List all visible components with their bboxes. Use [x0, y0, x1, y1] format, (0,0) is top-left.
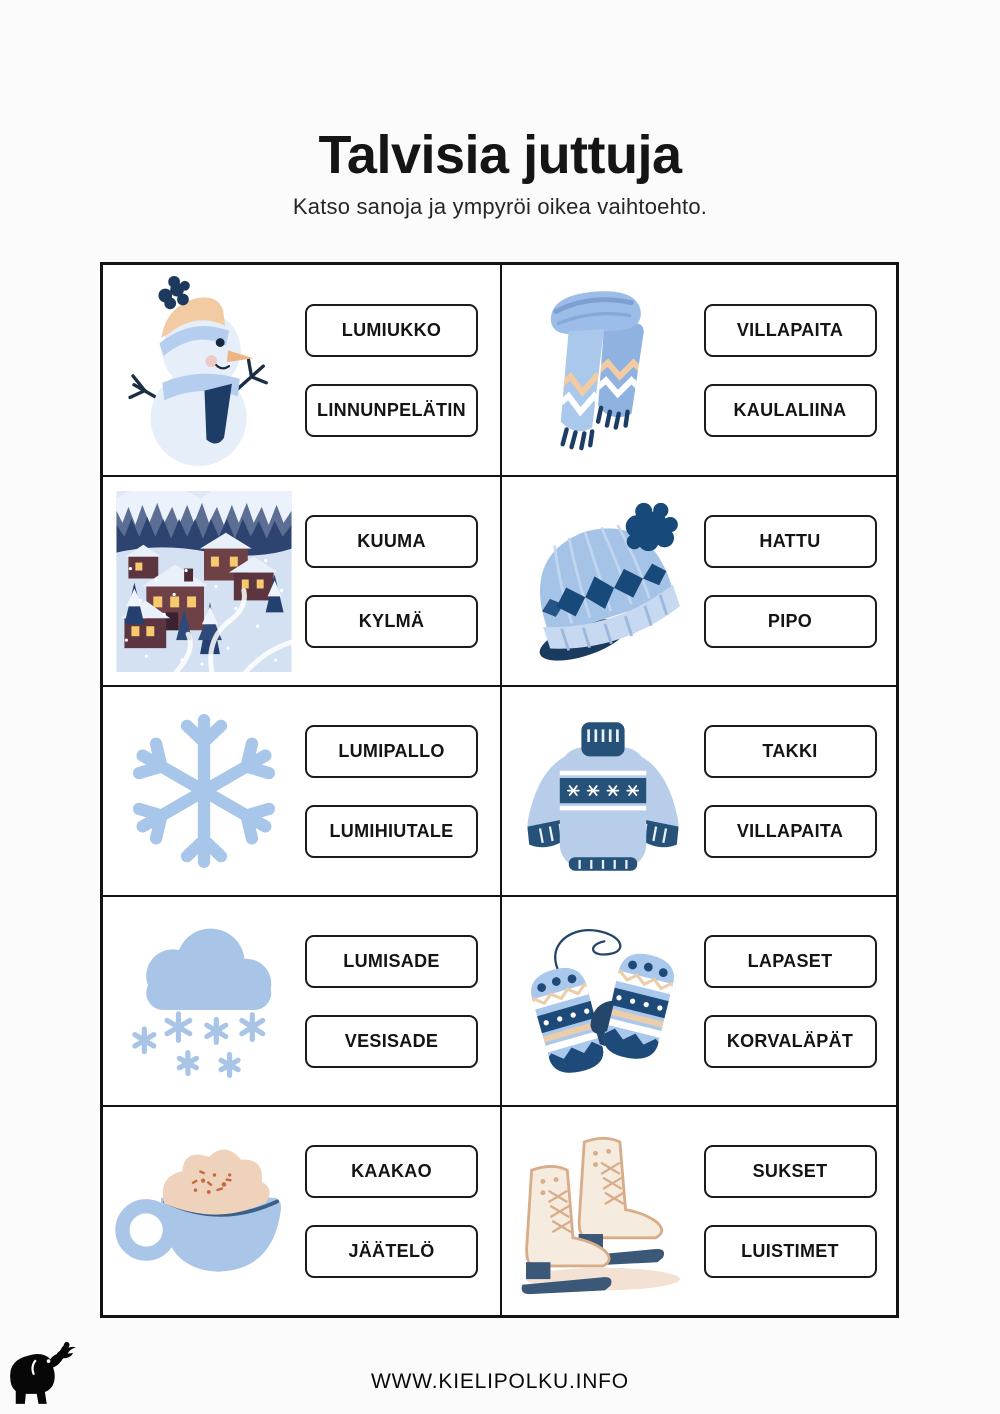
- page-subtitle: Katso sanoja ja ympyröi oikea vaihtoehto.: [292, 194, 708, 219]
- exercise-cell-snow-cloud: [103, 895, 500, 1105]
- snowflake-icon: [103, 706, 305, 876]
- exercise-cell-scarf: [500, 265, 897, 475]
- option-box[interactable]: KYLMÄ: [305, 595, 478, 648]
- ice-skates-icon: [502, 1127, 704, 1296]
- cocoa-mug-icon: [103, 1135, 305, 1287]
- option-box[interactable]: LINNUNPELÄTIN: [305, 384, 478, 437]
- exercise-cell-sweater: [500, 685, 897, 895]
- option-box[interactable]: KAAKAO: [305, 1145, 478, 1198]
- scarf-icon: [502, 284, 704, 456]
- option-box[interactable]: LUMIPALLO: [305, 725, 478, 778]
- exercise-cell-skates: [500, 1105, 897, 1315]
- option-box[interactable]: LUISTIMET: [704, 1225, 877, 1278]
- option-box[interactable]: PIPO: [704, 595, 877, 648]
- exercise-cell-beanie: [500, 475, 897, 685]
- exercise-cell-snowman: [103, 265, 500, 475]
- option-box[interactable]: JÄÄTELÖ: [305, 1225, 478, 1278]
- beanie-icon: [502, 498, 704, 664]
- option-box[interactable]: VESISADE: [305, 1015, 478, 1068]
- exercise-cell-mittens: [500, 895, 897, 1105]
- winter-village-image: [103, 491, 305, 672]
- snow-cloud-icon: [103, 921, 305, 1082]
- snowman-icon: [103, 273, 305, 467]
- option-box[interactable]: LAPASET: [704, 935, 877, 988]
- mittens-icon: [502, 920, 704, 1083]
- option-box[interactable]: VILLAPAITA: [704, 304, 877, 357]
- page-title: Talvisia juttuja: [318, 125, 682, 185]
- option-box[interactable]: HATTU: [704, 515, 877, 568]
- option-box[interactable]: KAULALIINA: [704, 384, 877, 437]
- sweater-icon: [502, 706, 704, 877]
- option-box[interactable]: LUMISADE: [305, 935, 478, 988]
- option-box[interactable]: LUMIUKKO: [305, 304, 478, 357]
- option-box[interactable]: SUKSET: [704, 1145, 877, 1198]
- option-box[interactable]: KORVALÄPÄT: [704, 1015, 877, 1068]
- exercise-cell-snowflake: [103, 685, 500, 895]
- option-box[interactable]: TAKKI: [704, 725, 877, 778]
- exercise-cell-village: [103, 475, 500, 685]
- worksheet-grid: [100, 262, 899, 1318]
- option-box[interactable]: KUUMA: [305, 515, 478, 568]
- option-box[interactable]: LUMIHIUTALE: [305, 805, 478, 858]
- footer-url: WWW.KIELIPOLKU.INFO: [371, 1370, 629, 1393]
- exercise-cell-cocoa: [103, 1105, 500, 1315]
- option-box[interactable]: VILLAPAITA: [704, 805, 877, 858]
